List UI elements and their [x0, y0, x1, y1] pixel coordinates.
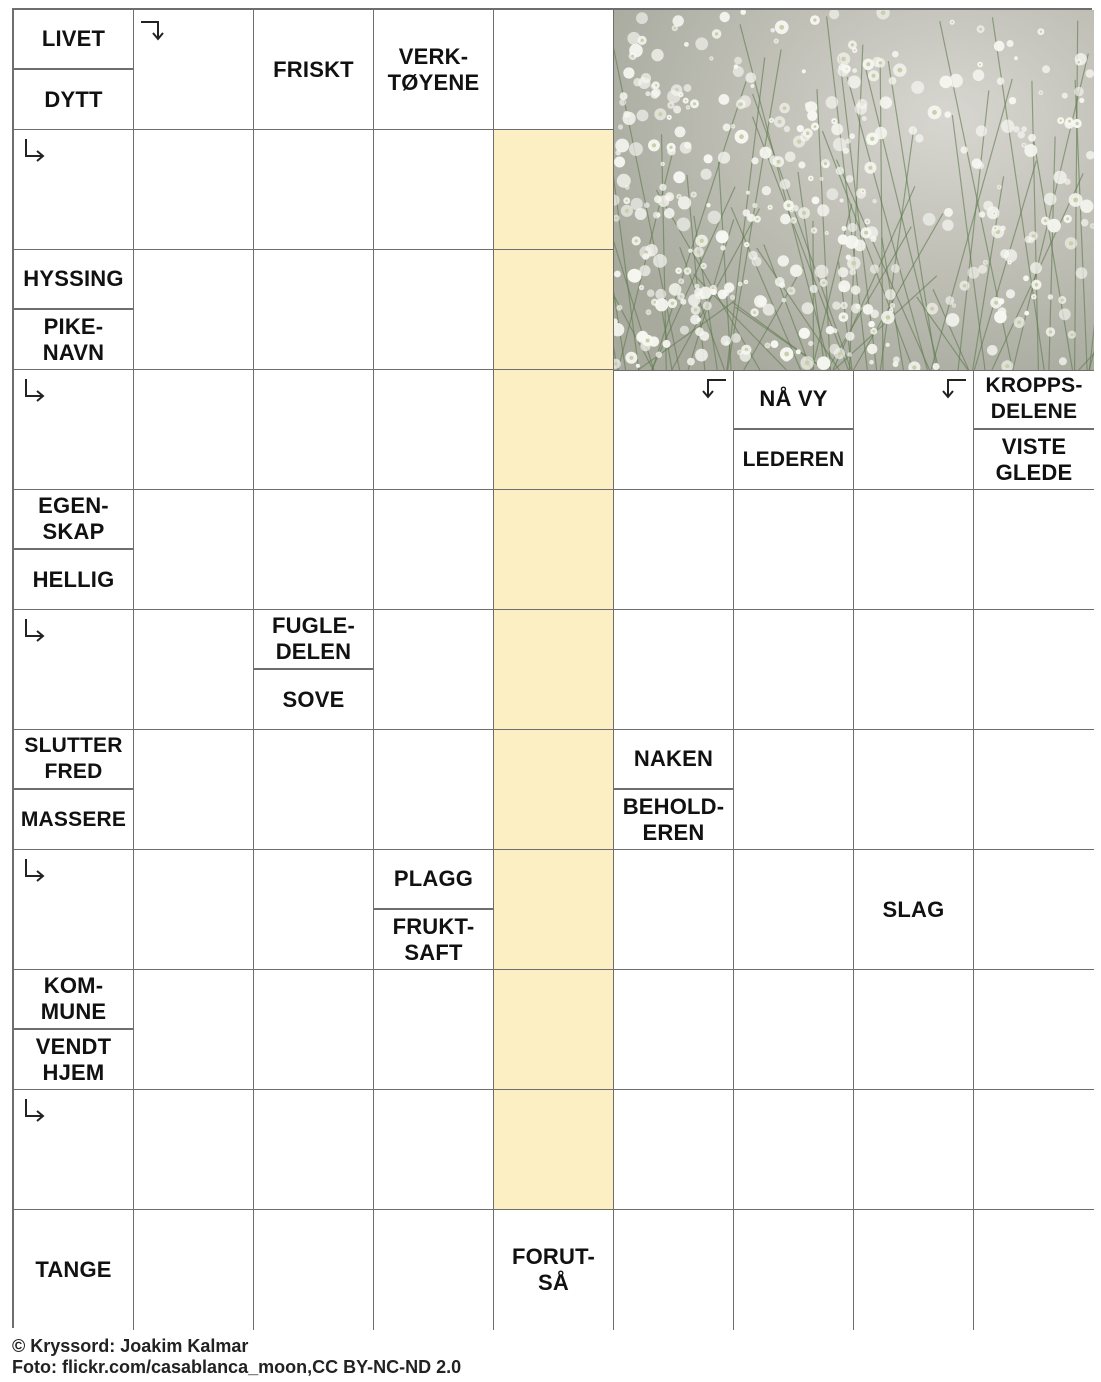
clue-vendt-hjem: VENDT HJEM [14, 1030, 134, 1090]
answer-cell[interactable] [614, 970, 734, 1090]
answer-cell[interactable] [134, 1090, 254, 1210]
credit-photo: Foto: flickr.com/casablanca_moon,CC BY-NC-ND 2.0 [12, 1357, 462, 1377]
answer-cell[interactable] [254, 130, 374, 250]
clue-livet: LIVET [14, 10, 134, 70]
answer-cell[interactable] [974, 610, 1094, 730]
clue-kroppsdelene: KROPPS- DELENE [974, 370, 1094, 430]
answer-cell[interactable] [734, 610, 854, 730]
flower-photo [614, 10, 1094, 371]
clue-pikenavn: PIKE- NAVN [14, 310, 134, 370]
clue-egenskap: EGEN- SKAP [14, 490, 134, 550]
answer-cell[interactable] [854, 610, 974, 730]
arrow-down-right-icon [18, 136, 48, 166]
answer-cell[interactable] [254, 1090, 374, 1210]
answer-cell[interactable] [374, 1210, 494, 1330]
answer-cell[interactable] [974, 490, 1094, 610]
answer-cell[interactable] [254, 370, 374, 490]
crossword-grid [12, 8, 1092, 1328]
arrow-down-right-icon [18, 856, 48, 886]
answer-cell[interactable] [134, 850, 254, 970]
answer-cell[interactable] [734, 850, 854, 970]
answer-cell[interactable] [134, 130, 254, 250]
clue-viste-glede: VISTE GLEDE [974, 430, 1094, 490]
highlighted-answer-cell[interactable] [494, 970, 614, 1090]
clue-na-vy: NÅ VY [734, 370, 854, 430]
highlighted-answer-cell[interactable] [494, 490, 614, 610]
answer-cell[interactable] [734, 1090, 854, 1210]
clue-tange: TANGE [14, 1210, 134, 1330]
clue-plagg: PLAGG [374, 850, 494, 910]
answer-cell[interactable] [374, 370, 494, 490]
answer-cell[interactable] [254, 850, 374, 970]
credits [12, 1336, 461, 1378]
answer-cell[interactable] [854, 730, 974, 850]
answer-cell[interactable] [614, 1210, 734, 1330]
clue-verktoyene: VERK- TØYENE [374, 10, 494, 130]
clue-slutter-fred: SLUTTER FRED [14, 730, 134, 790]
answer-cell[interactable] [374, 970, 494, 1090]
arrow-right-down-icon [138, 14, 168, 44]
answer-cell[interactable] [734, 970, 854, 1090]
answer-cell[interactable] [134, 610, 254, 730]
answer-cell[interactable] [734, 1210, 854, 1330]
answer-cell[interactable] [854, 970, 974, 1090]
answer-cell[interactable] [134, 250, 254, 370]
clue-fruktsaft: FRUKT- SAFT [374, 910, 494, 970]
answer-cell[interactable] [974, 1090, 1094, 1210]
clue-sove: SOVE [254, 670, 374, 730]
highlighted-answer-cell[interactable] [494, 1090, 614, 1210]
answer-cell[interactable] [374, 610, 494, 730]
clue-dytt: DYTT [14, 70, 134, 130]
answer-cell[interactable] [734, 490, 854, 610]
answer-cell[interactable] [614, 610, 734, 730]
clue-fugledelen: FUGLE- DELEN [254, 610, 374, 670]
answer-cell[interactable] [974, 850, 1094, 970]
answer-cell[interactable] [254, 250, 374, 370]
answer-cell[interactable] [614, 850, 734, 970]
answer-cell[interactable] [854, 490, 974, 610]
clue-lederen: LEDEREN [734, 430, 854, 490]
clue-massere: MASSERE [14, 790, 134, 850]
answer-cell[interactable] [854, 1090, 974, 1210]
highlighted-answer-cell[interactable] [494, 850, 614, 970]
answer-cell[interactable] [254, 970, 374, 1090]
answer-cell[interactable] [974, 730, 1094, 850]
answer-cell[interactable] [254, 490, 374, 610]
answer-cell[interactable] [254, 730, 374, 850]
answer-cell[interactable] [134, 490, 254, 610]
answer-cell[interactable] [374, 730, 494, 850]
clue-beholderen: BEHOLD- EREN [614, 790, 734, 850]
highlighted-answer-cell[interactable] [494, 250, 614, 370]
arrow-down-right-icon [18, 616, 48, 646]
arrow-left-down-icon [940, 374, 970, 404]
answer-cell[interactable] [374, 250, 494, 370]
highlighted-answer-cell[interactable] [494, 370, 614, 490]
highlighted-answer-cell[interactable] [494, 610, 614, 730]
answer-cell[interactable] [854, 1210, 974, 1330]
answer-cell[interactable] [974, 970, 1094, 1090]
big-down-arrow-icon [494, 10, 524, 40]
clue-friskt: FRISKT [254, 10, 374, 130]
highlighted-answer-cell[interactable] [494, 130, 614, 250]
arrow-down-right-icon [18, 1096, 48, 1126]
answer-cell[interactable] [614, 1090, 734, 1210]
clue-kommune: KOM- MUNE [14, 970, 134, 1030]
answer-cell[interactable] [134, 1210, 254, 1330]
arrow-down-right-icon [18, 376, 48, 406]
answer-cell[interactable] [374, 490, 494, 610]
arrow-left-down-icon [700, 374, 730, 404]
highlighted-answer-cell[interactable] [494, 730, 614, 850]
clue-hellig: HELLIG [14, 550, 134, 610]
clue-slag: SLAG [854, 850, 974, 970]
clue-forutsa: FORUT- SÅ [494, 1210, 614, 1330]
answer-cell[interactable] [134, 370, 254, 490]
answer-cell[interactable] [614, 490, 734, 610]
answer-cell[interactable] [134, 730, 254, 850]
clue-naken: NAKEN [614, 730, 734, 790]
answer-cell[interactable] [254, 1210, 374, 1330]
credit-crossword: © Kryssord: Joakim Kalmar [12, 1336, 249, 1356]
answer-cell[interactable] [974, 1210, 1094, 1330]
answer-cell[interactable] [134, 970, 254, 1090]
answer-cell[interactable] [734, 730, 854, 850]
clue-hyssing: HYSSING [14, 250, 134, 310]
answer-cell[interactable] [374, 1090, 494, 1210]
answer-cell[interactable] [374, 130, 494, 250]
